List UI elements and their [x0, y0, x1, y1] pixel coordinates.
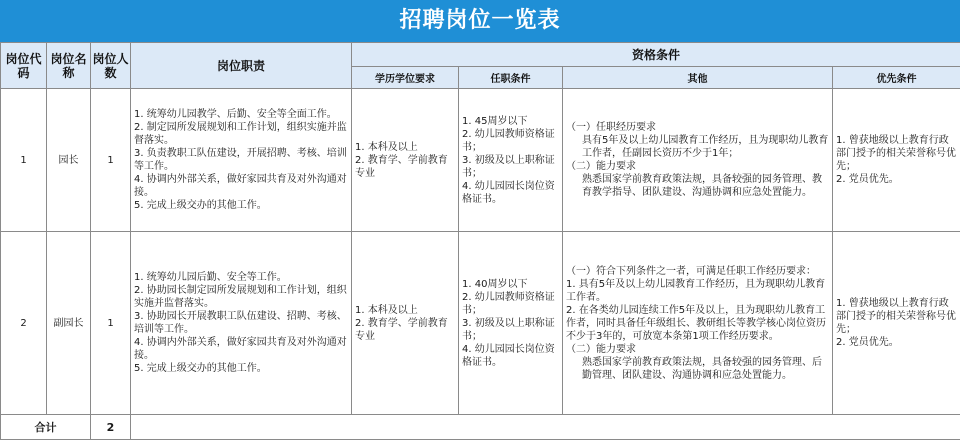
cell-other — [563, 232, 833, 415]
cell-line: 1. 本科及以上 — [355, 141, 455, 154]
cell-line: 4. 幼儿园园长岗位资格证书。 — [462, 343, 559, 369]
cell-line: 1. 曾获地级以上教育行政部门授予的相关荣誉称号优先； — [836, 297, 957, 336]
cell-name: 园长 — [47, 89, 91, 232]
table-row — [1, 232, 960, 415]
cell-line: 2. 制定园所发展规划和工作计划，组织实施并监督落实。 — [134, 121, 348, 147]
cell-line: （一）符合下列条件之一者，可满足任职工作经历要求： — [566, 265, 829, 278]
cell-line: 2. 教育学、学前教育专业 — [355, 317, 455, 343]
cell-line: 1. 统筹幼儿园教学、后勤、安全等全面工作。 — [134, 108, 348, 121]
header-count: 岗位人数 — [91, 43, 131, 89]
cell-line: 2. 幼儿园教师资格证书； — [462, 128, 559, 154]
cell-other — [563, 89, 833, 232]
positions-table — [0, 42, 960, 440]
cell-priority — [833, 232, 960, 415]
cell-job-conditions — [459, 89, 563, 232]
header-code: 岗位代码 — [1, 43, 47, 89]
cell-line: 熟悉国家学前教育政策法规，具备较强的园务管理、教育教学指导、团队建设、沟通协调和应急处置能力。 — [566, 173, 829, 199]
cell-job-conditions — [459, 232, 563, 415]
cell-line: 3. 协助园长开展教职工队伍建设、招聘、考核、培训等工作。 — [134, 310, 348, 336]
cell-duty — [131, 89, 352, 232]
cell-line: 2. 幼儿园教师资格证书； — [462, 291, 559, 317]
cell-line: （一）任职经历要求 — [566, 121, 829, 134]
header-name: 岗位名称 — [47, 43, 91, 89]
cell-line: 1. 具有5年及以上幼儿园教育工作经历，且为现职幼儿教育工作者。 — [566, 278, 829, 304]
cell-line: 1. 45周岁以下 — [462, 115, 559, 128]
header-duty: 岗位职责 — [131, 43, 352, 89]
cell-line: 5. 完成上级交办的其他工作。 — [134, 362, 348, 375]
cell-education — [352, 89, 459, 232]
cell-duty — [131, 232, 352, 415]
total-row — [1, 415, 960, 440]
cell-code: 2 — [1, 232, 47, 415]
cell-line: 2. 协助园长制定园所发展规划和工作计划，组织实施并监督落实。 — [134, 284, 348, 310]
cell-line: 3. 负责教职工队伍建设，开展招聘、考核、培训等工作。 — [134, 147, 348, 173]
header-priority: 优先条件 — [833, 67, 960, 89]
cell-line: 2. 教育学、学前教育专业 — [355, 154, 455, 180]
cell-line: （二）能力要求 — [566, 160, 829, 173]
cell-line: 1. 统筹幼儿园后勤、安全等工作。 — [134, 271, 348, 284]
header-qualification: 资格条件 — [352, 43, 960, 67]
cell-line: 2. 在各类幼儿园连续工作5年及以上，且为现职幼儿教育工作者，同时具备任年级组长、教研组长等教学核心岗位资历不少于3年的，可放宽本条第1项工作经历要求。 — [566, 304, 829, 343]
total-count: 2 — [91, 415, 131, 440]
cell-line: 5. 完成上级交办的其他工作。 — [134, 199, 348, 212]
cell-line: 3. 初级及以上职称证书； — [462, 317, 559, 343]
cell-line: 2. 党员优先。 — [836, 336, 957, 349]
cell-line: 4. 幼儿园园长岗位资格证书。 — [462, 180, 559, 206]
cell-line: 4. 协调内外部关系，做好家园共育及对外沟通对接。 — [134, 173, 348, 199]
table-row — [1, 89, 960, 232]
cell-line: 4. 协调内外部关系，做好家园共育及对外沟通对接。 — [134, 336, 348, 362]
cell-line: 2. 党员优先。 — [836, 173, 957, 186]
cell-count: 1 — [91, 232, 131, 415]
cell-count: 1 — [91, 89, 131, 232]
cell-code: 1 — [1, 89, 47, 232]
cell-line: 1. 40周岁以下 — [462, 278, 559, 291]
page-title: 招聘岗位一览表 — [0, 0, 960, 42]
header-education: 学历学位要求 — [352, 67, 459, 89]
cell-line: （二）能力要求 — [566, 343, 829, 356]
cell-line: 1. 本科及以上 — [355, 304, 455, 317]
cell-line: 具有5年及以上幼儿园教育工作经历，且为现职幼儿教育工作者，任副园长资历不少于1年； — [566, 134, 829, 160]
cell-line: 熟悉国家学前教育政策法规，具备较强的园务管理、后勤管理、团队建设、沟通协调和应急处置能力。 — [566, 356, 829, 382]
total-blank — [131, 415, 960, 440]
cell-name: 副园长 — [47, 232, 91, 415]
header-other: 其他 — [563, 67, 833, 89]
header-job-conditions: 任职条件 — [459, 67, 563, 89]
total-label: 合计 — [1, 415, 91, 440]
cell-line: 3. 初级及以上职称证书； — [462, 154, 559, 180]
cell-line: 1. 曾获地级以上教育行政部门授予的相关荣誉称号优先； — [836, 134, 957, 173]
cell-education — [352, 232, 459, 415]
cell-priority — [833, 89, 960, 232]
